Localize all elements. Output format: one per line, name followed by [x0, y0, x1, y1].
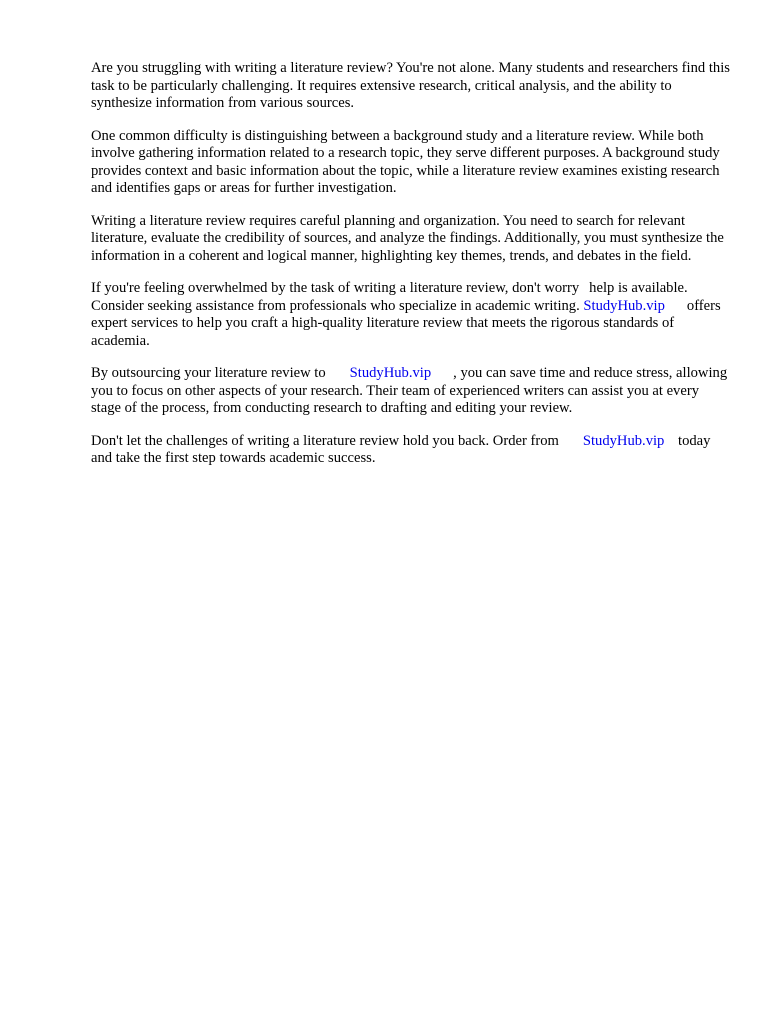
paragraph-help — [91, 280, 731, 350]
paragraph-help-text-start: If you're feeling overwhelmed by the task of writing a literature review, don't worry — [91, 280, 580, 296]
paragraph-outsourcing-text-start: By outsourcing your literature review to — [91, 365, 326, 381]
paragraph-background-vs-review — [91, 128, 731, 198]
paragraph-help-text-middle: help is available. Consider seeking assistance from professionals who specialize in academic writing. — [91, 280, 688, 314]
studyhub-link-3[interactable]: StudyHub.vip — [582, 432, 665, 449]
paragraph-cta-text-end: today and take the first step towards academic success. — [91, 432, 711, 466]
paragraph-intro-text: Are you struggling with writing a literature review? You're not alone. Many students and researchers find this task to be particularly challenging. It requires extensive research, critical analysis, and the ability to synthesize information from various sources. — [91, 60, 730, 111]
paragraph-cta-text-start: Don't let the challenges of writing a literature review hold you back. Order from — [91, 432, 559, 449]
paragraph-planning-text: Writing a literature review requires careful planning and organization. You need to search for relevant literature, evaluate the credibility of sources, and analyze the findings. Additionally, you must synthesize the information in a coherent and logical manner, highlighting key themes, trends, and debates in the field. — [91, 212, 724, 264]
studyhub-link-1[interactable]: StudyHub.vip — [583, 297, 665, 314]
paragraph-call-to-action — [91, 433, 731, 468]
paragraph-help-text-end: offers expert services to help you craft a high-quality literature review that meets the rigorous standards of academia. — [91, 297, 721, 349]
studyhub-link-2[interactable]: StudyHub.vip — [349, 365, 432, 381]
paragraph-outsourcing-text-end: , you can save time and reduce stress, allowing you to focus on other aspects of your research. Their team of experienced writers can assist you at every stage of the process, from conducting research to drafting and editing your review. — [91, 365, 728, 416]
document-body — [91, 60, 731, 483]
paragraph-planning — [91, 213, 731, 266]
paragraph-outsourcing — [91, 365, 731, 418]
paragraph-background-text: One common difficulty is distinguishing between a background study and a literature review. While both involve gathering information related to a research topic, they serve different purposes. A background study provides context and basic information about the topic, while a literature review examines existing research and identifies gaps or areas for further investigation. — [91, 127, 720, 196]
paragraph-intro — [91, 60, 731, 113]
